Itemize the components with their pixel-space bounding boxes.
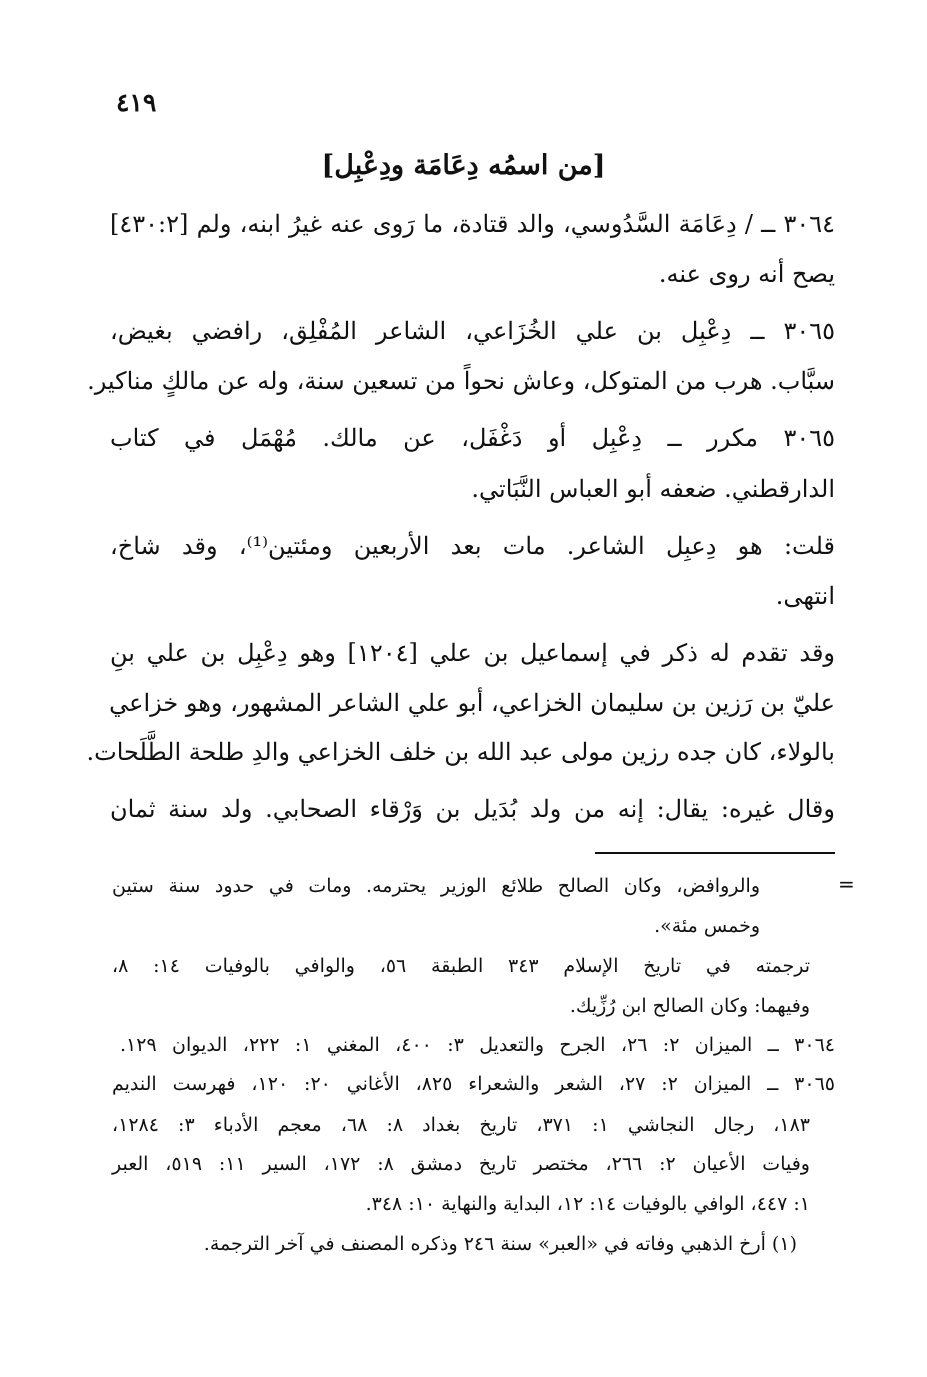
entry-3065-repeat-line-1: ٣٠٦٥ مكرر ــ دِعْبِل أو دَغْفَل، عن مالك. مُهْمَل في كتاب	[110, 424, 835, 452]
entry-3064-line-2: يصح أنه روى عنه.	[658, 260, 835, 288]
footnote-3065-line-1: ٣٠٦٥ ــ الميزان ٢: ٢٧، الشعر والشعراء ٨٢٥، الأغاني ٢٠: ١٢٠، فهرست النديم	[112, 1073, 835, 1095]
entry-3064-line-1: ٣٠٦٤ ــ / دِعَامَة السَّدُوسي، والد قتادة، ما رَوى عنه غيرُ ابنه، ولم [٤٣٠:٢]	[110, 210, 835, 238]
note-line-3: بالولاء، كان جده رزين مولى عبد الله بن خلف الخزاعي والدِ طلحة الطَّلَحات.	[86, 738, 835, 766]
entry-3065-line-1: ٣٠٦٥ ــ دِعْبِل بن علي الخُزَاعي، الشاعر المُفْلِق، رافضي بغيض،	[110, 317, 835, 345]
footnote-3065-line-4: ١: ٤٤٧، الوافي بالوفيات ١٤: ١٢، البداية والنهاية ١٠: ٣٤٨.	[365, 1193, 810, 1215]
footnote-continuation-line-2: وخمس مئة».	[654, 915, 760, 937]
commentary-line-2: انتهى.	[775, 582, 835, 610]
page-number: ٤١٩	[116, 88, 157, 117]
note-line-1: وقد تقدم له ذكر في إسماعيل بن علي [١٢٠٤] وهو دِعْبِل بن علي بنِ	[110, 639, 836, 667]
continuation-mark: =	[838, 872, 855, 896]
footnote-translation-line-2: وفيهما: وكان الصالح ابن رُزِّيك.	[569, 995, 810, 1017]
footnote-3065-line-2: ١٨٣، رجال النجاشي ١: ٣٧١، تاريخ بغداد ٨: ٦٨، معجم الأدباء ٣: ١٢٨٤،	[112, 1114, 810, 1136]
final-paragraph-line: وقال غيره: يقال: إنه من ولد بُدَيل بن وَرْقاء الصحابي. ولد سنة ثمان	[110, 795, 835, 823]
footnote-continuation-line-1: والروافض، وكان الصالح طلائع الوزير يحترمه. ومات في حدود سنة ستين	[112, 875, 760, 897]
entry-3065-repeat-line-2: الدارقطني. ضعفه أبو العباس النَّبَاتي.	[471, 475, 835, 503]
note-line-2: عليّ بن رَزين بن سليمان الخزاعي، أبو علي الشاعر المشهور، وهو خزاعي	[109, 689, 835, 717]
section-title: [من اسمُه دِعَامَة ودِعْبِل]	[321, 150, 606, 181]
commentary-line-1: قلت: هو دِعبِل الشاعر. مات بعد الأربعين ومئتين⁽¹⁾، وقد شاخ،	[110, 532, 836, 560]
footnote-3065-line-3: وفيات الأعيان ٢: ٢٦٦، مختصر تاريخ دمشق ٨: ١٧٢، السير ١١: ٥١٩، العبر	[112, 1153, 810, 1175]
footnote-separator	[595, 852, 835, 854]
footnote-1-line: (١) أرخ الذهبي وفاته في «العبر» سنة ٢٤٦ وذكره المصنف في آخر الترجمة.	[203, 1233, 797, 1255]
entry-3065-line-2: سبَّاب. هرب من المتوكل، وعاش نحواً من تسعين سنة، وله عن مالكٍ مناكير.	[87, 367, 835, 395]
footnote-translation-line-1: ترجمته في تاريخ الإسلام ٣٤٣ الطبقة ٥٦، والوافي بالوفيات ١٤: ٨،	[112, 955, 810, 977]
footnote-3064-line: ٣٠٦٤ ــ الميزان ٢: ٢٦، الجرح والتعديل ٣: ٤٠٠، المغني ١: ٢٢٢، الديوان ١٢٩.	[120, 1034, 835, 1056]
